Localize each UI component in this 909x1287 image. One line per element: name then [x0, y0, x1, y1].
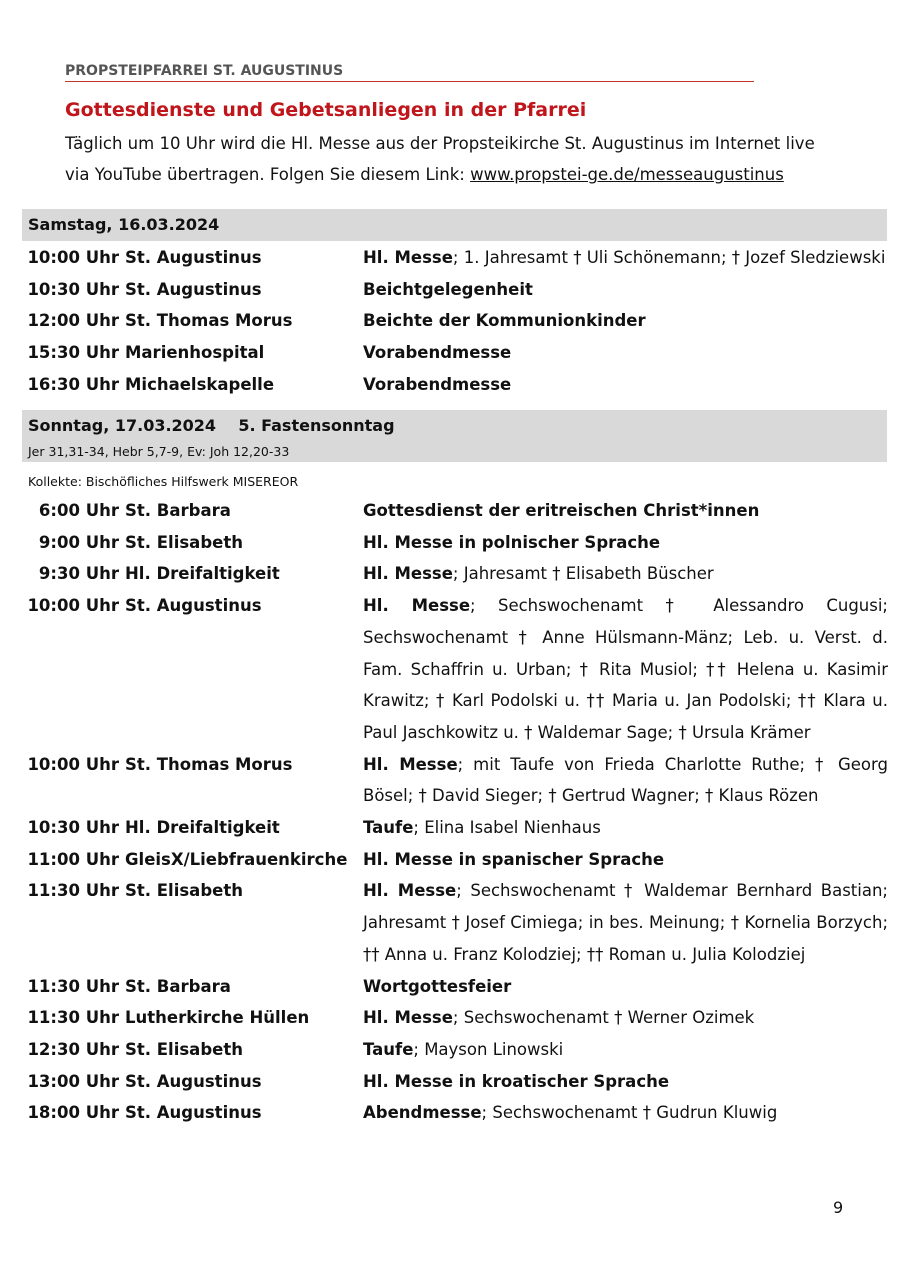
service-description [363, 749, 888, 812]
service-description [363, 337, 888, 369]
service-location: GleisX/Liebfrauenkirche [125, 849, 348, 869]
schedule-row [22, 495, 892, 527]
page-title: Gottesdienste und Gebetsanliegen in der Pfarrei [65, 99, 587, 121]
service-location: St. Augustinus [125, 596, 262, 616]
service-time: 12:30 Uhr [27, 1039, 119, 1059]
service-description [363, 305, 888, 337]
service-description [363, 242, 888, 274]
service-location: Hl. Dreifaltigkeit [125, 564, 280, 584]
service-description [363, 844, 888, 876]
service-description [363, 590, 888, 749]
service-time: 11:30 Uhr [27, 976, 119, 996]
service-location: St. Augustinus [125, 279, 262, 299]
saturday-header [22, 209, 887, 241]
intro-line-2-text: via YouTube übertragen. Folgen Sie diesem Link: [65, 165, 471, 184]
schedule-row [22, 844, 892, 876]
service-time: 10:00 Uhr [27, 596, 119, 616]
service-location: St. Augustinus [125, 1071, 262, 1091]
service-time: 12:00 Uhr [27, 311, 119, 331]
service-description [363, 274, 888, 306]
service-location: St. Thomas Morus [125, 754, 293, 774]
schedule-row [22, 749, 892, 812]
service-description [363, 971, 888, 1003]
service-type: Beichte der Kommunionkinder [363, 311, 646, 331]
service-description [363, 527, 888, 559]
service-description [363, 1066, 888, 1098]
service-time: 10:30 Uhr [27, 279, 119, 299]
service-time: 11:30 Uhr [27, 881, 119, 901]
sunday-readings: Jer 31,31-34, Hebr 5,7-9, Ev: Joh 12,20-33 [28, 444, 290, 459]
service-time: 16:30 Uhr [27, 374, 119, 394]
service-type: Hl. Messe [363, 564, 453, 584]
schedule-row [22, 590, 892, 749]
service-location: Hl. Dreifaltigkeit [125, 818, 280, 838]
service-description [363, 369, 888, 401]
saturday-title: Samstag, 16.03.2024 [28, 215, 220, 234]
service-description [363, 875, 888, 970]
service-type: Taufe [363, 818, 414, 838]
service-type: Hl. Messe [363, 248, 453, 267]
schedule-row [22, 558, 892, 590]
schedule-row [22, 337, 892, 369]
saturday-schedule [22, 242, 892, 401]
service-location: St. Elisabeth [125, 1039, 243, 1059]
service-location: Lutherkirche Hüllen [125, 1008, 310, 1028]
schedule-row [22, 1097, 892, 1129]
schedule-row [22, 242, 892, 274]
intro-line-1: Täglich um 10 Uhr wird die Hl. Messe aus der Propsteikirche St. Augustinus im Internet live [65, 134, 815, 153]
service-time: 6:00 Uhr [38, 501, 119, 520]
service-location: St. Thomas Morus [125, 311, 293, 331]
service-type: Gottesdienst der eritreischen Christ*innen [363, 501, 760, 520]
service-time: 9:30 Uhr [38, 564, 119, 584]
service-time: 10:30 Uhr [27, 818, 119, 838]
service-intentions: ; Sechswochenamt † Alessandro Cugusi; Sechswochenamt † Anne Hülsmann-Mänz; Leb. u. Verst. d. Fam. Schaffrin u. Urban; † Rita Musiol; †† Helena u. Kasimir Krawitz; † Karl Podolski u. †† Maria u. Jan Podolski; †† Klara u. Paul Jaschkowitz u. † Waldemar Sage; † Ursula Krämer [363, 596, 888, 742]
sunday-collection: Kollekte: Bischöfliches Hilfswerk MISEREOR [28, 474, 299, 489]
service-location: Marienhospital [125, 343, 265, 363]
schedule-row [22, 274, 892, 306]
service-type: Vorabendmesse [363, 374, 512, 394]
service-location: St. Elisabeth [125, 532, 243, 552]
service-type: Hl. Messe in kroatischer Sprache [363, 1071, 670, 1091]
service-intentions: ; Jahresamt † Elisabeth Büscher [452, 564, 714, 584]
service-intentions: ; Sechswochenamt † Gudrun Kluwig [481, 1103, 778, 1123]
service-location: St. Elisabeth [125, 881, 243, 901]
service-time: 11:00 Uhr [27, 849, 119, 869]
service-intentions: ; Sechswochenamt † Werner Ozimek [452, 1008, 755, 1028]
schedule-row [22, 369, 892, 401]
schedule-row [22, 305, 892, 337]
service-description [363, 812, 888, 844]
livestream-link[interactable]: www.propstei-ge.de/messeaugustinus [470, 165, 784, 184]
service-type: Taufe [363, 1039, 414, 1059]
schedule-row [22, 1002, 892, 1034]
schedule-row [22, 875, 892, 970]
sunday-header [22, 410, 887, 462]
service-type: Abendmesse [363, 1103, 482, 1123]
service-type: Hl. Messe in polnischer Sprache [363, 532, 661, 552]
service-description [363, 558, 888, 590]
service-description [363, 1034, 888, 1066]
service-time: 9:00 Uhr [38, 532, 119, 552]
service-type: Hl. Messe [363, 1008, 453, 1028]
schedule-row [22, 1034, 892, 1066]
intro-text [65, 128, 865, 190]
service-time: 18:00 Uhr [27, 1103, 119, 1123]
schedule-row [22, 971, 892, 1003]
schedule-row [22, 527, 892, 559]
service-description [363, 495, 888, 527]
service-intentions: ; 1. Jahresamt † Uli Schönemann; † Jozef Sledziewski [452, 248, 886, 267]
service-type: Wortgottesfeier [363, 976, 512, 996]
schedule-row [22, 1066, 892, 1098]
service-location: St. Barbara [125, 501, 231, 520]
service-description [363, 1097, 888, 1129]
service-intentions: ; Elina Isabel Nienhaus [413, 818, 601, 838]
service-type: Hl. Messe [363, 754, 458, 774]
service-location: St. Augustinus [125, 248, 262, 267]
service-location: Michaelskapelle [125, 374, 275, 394]
sunday-title: Sonntag, 17.03.2024 5. Fastensonntag [28, 416, 395, 435]
service-time: 13:00 Uhr [27, 1071, 119, 1091]
service-description [363, 1002, 888, 1034]
service-time: 10:00 Uhr [27, 754, 119, 774]
service-intentions: ; Sechswochenamt † Waldemar Bernhard Bastian; Jahresamt † Josef Cimiega; in bes. Meinung; † Kornelia Borzych; †† Anna u. Franz Kolodziej; †† Roman u. Julia Kolodziej [363, 881, 888, 964]
intro-line-2 [65, 159, 865, 190]
service-type: Beichtgelegenheit [363, 279, 533, 299]
service-location: St. Barbara [125, 976, 231, 996]
service-location: St. Augustinus [125, 1103, 262, 1123]
parish-header-label: PROPSTEIPFARREI ST. AUGUSTINUS [65, 62, 754, 82]
service-type: Vorabendmesse [363, 343, 512, 363]
service-intentions: ; Mayson Linowski [413, 1039, 564, 1059]
service-type: Hl. Messe [363, 596, 471, 616]
service-intentions: ; mit Taufe von Frieda Charlotte Ruthe; † Georg Bösel; † David Sieger; † Gertrud Wagner; † Klaus Rözen [363, 754, 888, 806]
service-time: 15:30 Uhr [27, 343, 119, 363]
service-type: Hl. Messe in spanischer Sprache [363, 849, 665, 869]
service-time: 10:00 Uhr [27, 248, 119, 267]
page-number: 9 [833, 1198, 844, 1217]
service-time: 11:30 Uhr [27, 1008, 119, 1028]
schedule-row [22, 812, 892, 844]
service-type: Hl. Messe [363, 881, 457, 901]
sunday-schedule [22, 495, 892, 1129]
